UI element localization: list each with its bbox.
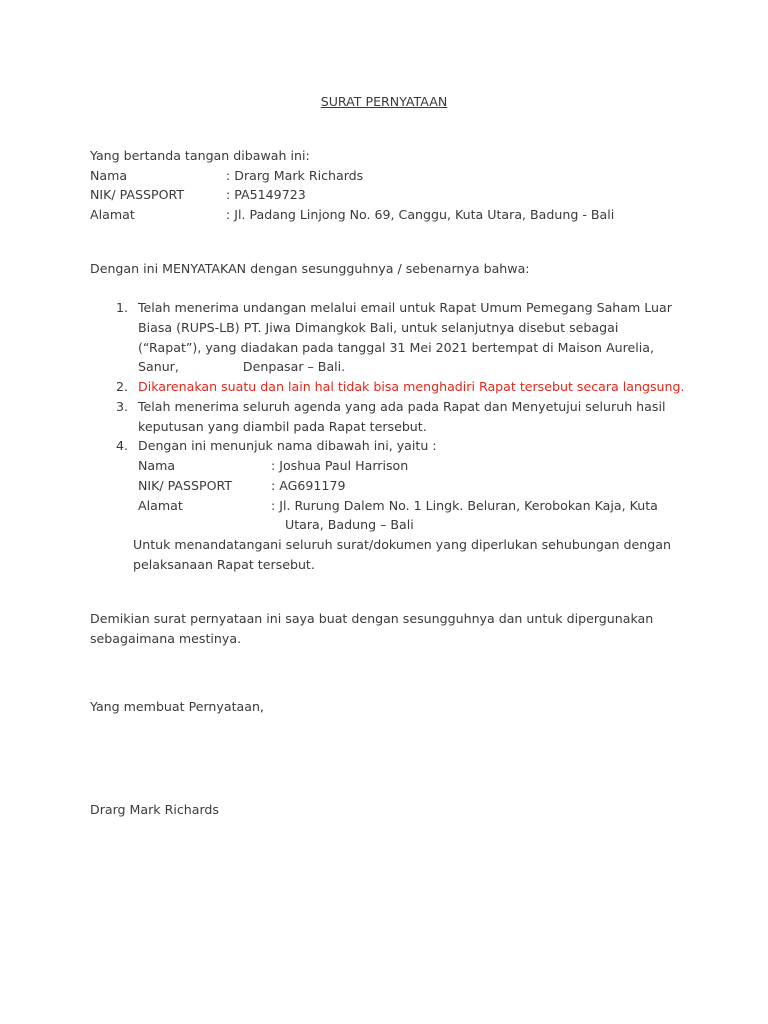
statement-intro: Dengan ini MENYATAKAN dengan sesungguhnya / sebenarnya bahwa: [90, 261, 530, 276]
closing-line-2: sebagaimana mestinya. [90, 631, 242, 646]
declarant-id-label: NIK/ PASSPORT [90, 187, 185, 202]
closing-line-1: Demikian surat pernyataan ini saya buat dengan sesungguhnya dan untuk dipergunakan [90, 611, 654, 626]
declarant-address-value: : Jl. Padang Linjong No. 69, Canggu, Kuta Utara, Badung - Bali [226, 207, 615, 222]
proxy-address-value-2: Utara, Badung – Bali [285, 517, 414, 532]
proxy-address-value-1: : Jl. Rurung Dalem No. 1 Lingk. Beluran, Kerobokan Kaja, Kuta [271, 498, 658, 513]
item-2-number: 2. [115, 379, 128, 394]
proxy-purpose-line-1: Untuk menandatangani seluruh surat/dokumen yang diperlukan sehubungan dengan [133, 537, 671, 552]
item-4-number: 4. [115, 438, 128, 453]
proxy-purpose-line-2: pelaksanaan Rapat tersebut. [133, 557, 315, 572]
item-1-line-4: Sanur, Denpasar – Bali. [138, 359, 346, 374]
declarant-name-label: Nama [90, 168, 128, 183]
item-3-line-2: keputusan yang diambil pada Rapat tersebut. [138, 419, 427, 434]
item-2-text: Dikarenakan suatu dan lain hal tidak bisa menghadiri Rapat tersebut secara langsung. [138, 379, 685, 394]
item-1-number: 1. [115, 300, 128, 315]
item-4-text: Dengan ini menunjuk nama dibawah ini, yaitu : [138, 438, 437, 453]
proxy-id-label: NIK/ PASSPORT [138, 478, 233, 493]
item-1-line-2: Biasa (RUPS-LB) PT. Jiwa Dimangkok Bali, untuk selanjutnya disebut sebagai [138, 320, 619, 335]
proxy-name-value: : Joshua Paul Harrison [271, 458, 409, 473]
declarant-id-value: : PA5149723 [226, 187, 306, 202]
declarant-name-value: : Drarg Mark Richards [226, 168, 364, 183]
proxy-name-label: Nama [138, 458, 176, 473]
intro-text: Yang bertanda tangan dibawah ini: [90, 148, 310, 163]
signature-name: Drarg Mark Richards [90, 802, 219, 817]
item-1-line-3: (“Rapat”), yang diadakan pada tanggal 31 Mei 2021 bertempat di Maison Aurelia, [138, 340, 654, 355]
item-3-line-1: Telah menerima seluruh agenda yang ada pada Rapat dan Menyetujui seluruh hasil [138, 399, 666, 414]
document-title: SURAT PERNYATAAN [320, 94, 448, 109]
signoff-text: Yang membuat Pernyataan, [90, 699, 264, 714]
item-3-number: 3. [115, 399, 128, 414]
proxy-address-label: Alamat [138, 498, 183, 513]
proxy-id-value: : AG691179 [271, 478, 346, 493]
item-1-line-1: Telah menerima undangan melalui email untuk Rapat Umum Pemegang Saham Luar [138, 300, 672, 315]
declarant-address-label: Alamat [90, 207, 135, 222]
